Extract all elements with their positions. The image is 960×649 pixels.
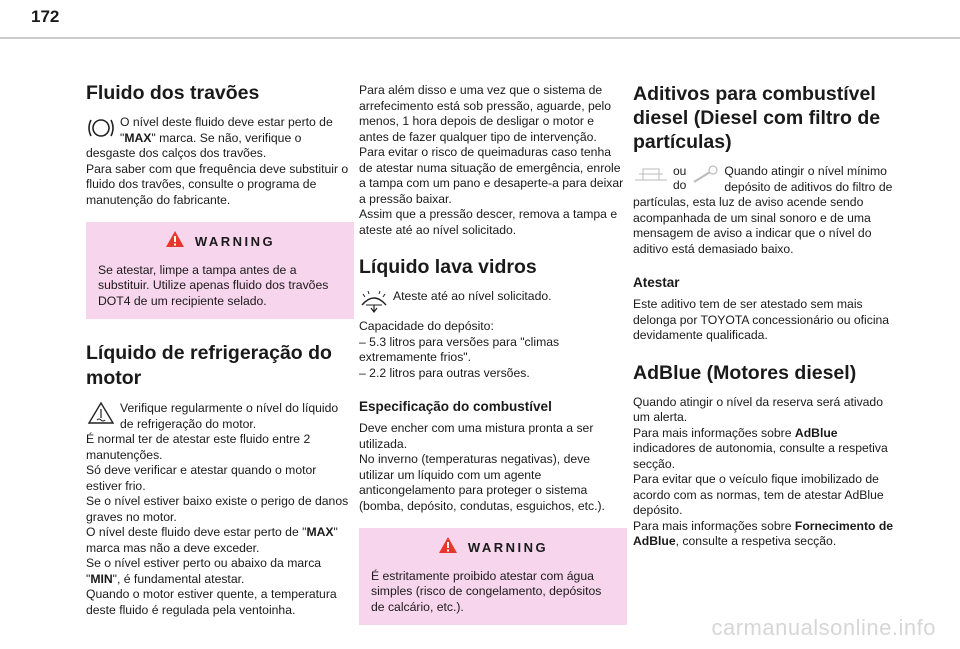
coolant-p6: Se o nível estiver perto ou abaixo da marca "MIN", é fundamental atestar. [86, 556, 322, 586]
coolant-icon [86, 401, 116, 427]
watermark: carmanualsonline.info [711, 615, 936, 640]
washer-section [359, 289, 627, 381]
warning-text: Se atestar, limpe a tampa antes de a substituir. Utilize apenas fluido dos travões DOT4 de um recipiente selado. [98, 262, 329, 308]
or-do-labels: ou do [673, 164, 687, 192]
warning-title: WARNING [467, 539, 549, 555]
additives-text-a: Quando atingir o nível mínimo depósito de aditivos do filtro de [724, 164, 893, 194]
fuel-spec-heading: Especificação do combustível [359, 399, 552, 414]
column-3 [633, 82, 901, 550]
adblue-p2: Para mais informações sobre AdBlue indicadores de autonomia, consulte a respetiva secção. [633, 425, 888, 471]
washer-icon [359, 289, 389, 315]
brake-fluid-section [86, 115, 354, 208]
coolant-heading: Líquido de refrigeração do motor [86, 342, 332, 389]
additive-gauge-icon [633, 164, 669, 191]
coolant-p7: Quando o motor estiver quente, a temperatura deste fluido é regulada pela ventoinha. [86, 587, 337, 617]
coolant-p2: É normal ter de atestar este fluido entre 2 manutenções. [86, 432, 311, 462]
warning-title: WARNING [194, 233, 276, 249]
spanner-icon [690, 164, 720, 191]
coolant-cont-p1: Para além disso e uma vez que o sistema de arrefecimento está sob pressão, aguarde, pelo menos, 1 hora depois de desligar o motor e antes de fazer qualquer tipo de intervenção. [359, 83, 612, 144]
refill-text: Este aditivo tem de ser atestado sem mais delonga por TOYOTA concessionário ou oficina devidamente qualificada. [633, 297, 890, 342]
page-number: 172 [31, 7, 60, 26]
adblue-p4: Para mais informações sobre Fornecimento de AdBlue, consulte a respetiva secção. [633, 518, 894, 548]
coolant-p1: Verifique regularmente o nível do líquido de refrigeração do motor. [120, 401, 339, 431]
additives-heading: Aditivos para combustível diesel (Diesel com filtro de partículas) [633, 83, 881, 153]
additives-text-b: partículas, esta luz de aviso acende sendo acompanhada de um sinal sonoro e de uma mensagem de aviso a indicar que o nível do aditivo está demasiado baixo. [633, 195, 872, 256]
washer-text: Ateste até ao nível solicitado. [393, 289, 552, 303]
brake-fluid-icon [86, 115, 116, 141]
washer-capacity-label: Capacidade do depósito: [359, 319, 494, 333]
coolant-cont-p2: Para evitar o risco de queimaduras caso tenha de atestar numa situação de emergência, enrole a tampa com um pano e desaperte-a para deixar a pressão baixar. [359, 145, 624, 206]
header-rule [0, 37, 960, 39]
warning-text: É estritamente proibido atestar com água simples (risco de congelamento, depósitos de calcário, etc.). [371, 568, 602, 614]
coolant-p3: Só deve verificar e atestar quando o motor estiver frio. [86, 463, 317, 493]
coolant-section [86, 401, 354, 618]
washer-capacity-2: – 2.2 litros para outras versões. [359, 365, 530, 380]
washer-capacity-1: – 5.3 litros para versões para "climas extremamente frios". [359, 334, 560, 364]
warning-triangle-icon [165, 230, 185, 253]
coolant-p4: Se o nível estiver baixo existe o perigo de danos graves no motor. [86, 494, 349, 524]
column-1 [86, 82, 354, 618]
warning-triangle-icon [438, 536, 458, 559]
warning-box-1 [86, 222, 354, 319]
column-2 [359, 83, 627, 625]
adblue-p3: Para evitar que o veículo fique imobilizado de acordo com as normas, tem de atestar AdBlue depósito. [633, 472, 884, 517]
warning-box-2 [359, 528, 627, 625]
additives-intro [633, 164, 901, 195]
washer-heading: Líquido lava vidros [359, 256, 537, 278]
coolant-p5: O nível deste fluido deve estar perto de "MAX" marca mas não a deve exceder. [86, 525, 338, 555]
adblue-p1: Quando atingir o nível da reserva será ativado um alerta. [633, 394, 883, 424]
brake-fluid-text: O nível deste fluido deve estar perto de "MAX" marca. Se não, verifique o desgaste dos calços dos travões. [86, 115, 333, 160]
fuel-spec-p2: No inverno (temperaturas negativas), deve utilizar um líquido com um agente anticongelamento para proteger o sistema (bomba, depósito, condutas, esguichos, etc.). [359, 452, 605, 513]
brake-fluid-heading: Fluido dos travões [86, 82, 260, 104]
adblue-heading: AdBlue (Motores diesel) [633, 361, 857, 384]
refill-heading: Atestar [633, 275, 680, 290]
coolant-cont-p3: Assim que a pressão descer, remova a tampa e ateste até ao nível solicitado. [359, 207, 618, 237]
brake-fluid-interval: Para saber com que frequência deve substituir o fluido dos travões, consulte o programa de manutenção do fabricante. [86, 161, 349, 207]
fuel-spec-p1: Deve encher com uma mistura pronta a ser utilizada. [359, 421, 594, 451]
